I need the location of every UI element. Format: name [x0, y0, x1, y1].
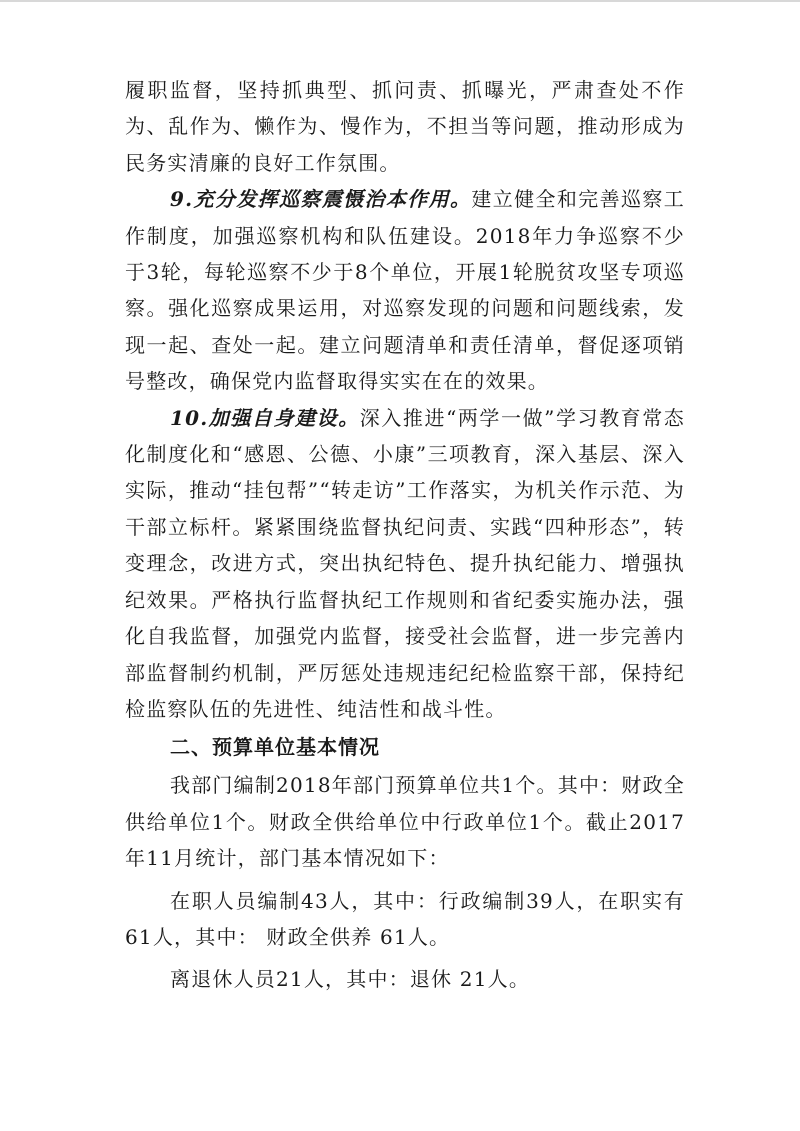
paragraph-text: 在职人员编制43人，其中：行政编制39人，在职实有61人，其中： 财政全供养 61人。 — [125, 888, 685, 949]
paragraph-text: 离退休人员21人，其中：退休 21人。 — [170, 967, 531, 992]
paragraph-text: 我部门编制2018年部门预算单位共1个。其中：财政全供给单位1个。财政全供给单位中行政单位1个。截止2017年11月统计，部门基本情况如下： — [125, 773, 685, 871]
paragraph-self-building — [125, 400, 685, 728]
paragraph-body-self-building: 深入推进“两学一做”学习教育常态化制度化和“感恩、公德、小康”三项教育，深入基层、深入实际，推动“挂包帮”“转走访”工作落实，为机关作示范、为干部立标杆。紧紧围绕监督执纪问责、实践“四种形态”，转变理念，改进方式，突出执纪特色、提升执纪能力、增强执纪效果。严格执行监督执纪工作规则和省纪委实施办法，强化自我监督，加强党内监督，接受社会监督，进一步完善内部监督制约机制，严厉惩处违规违纪纪检监察干部，保持纪检监察队伍的先进性、纯洁性和战斗性。 — [125, 405, 686, 721]
paragraph-lead-inspection: 9.充分发挥巡察震慑治本作用。 — [170, 187, 472, 212]
paragraph-lead-self-building: 10.加强自身建设。 — [170, 405, 360, 430]
paragraph-text: 履职监督，坚持抓典型、抓问责、抓曝光，严肃查处不作为、乱作为、懒作为、慢作为，不担当等问题，推动形成为民务实清廉的良好工作氛围。 — [125, 78, 685, 175]
paragraph-budget-units — [125, 767, 685, 876]
page-top-border — [0, 0, 800, 2]
paragraph-inspection — [125, 181, 685, 399]
paragraph-supervision-continued — [125, 72, 685, 181]
document-page — [125, 72, 685, 998]
paragraph-body-inspection: 建立健全和完善巡察工作制度，加强巡察机构和队伍建设。2018年力争巡察不少于3轮，每轮巡察不少于8个单位，开展1轮脱贫攻坚专项巡察。强化巡察成果运用，对巡察发现的问题和问题线索，发现一起、查处一起。建立问题清单和责任清单，督促逐项销号整改，确保党内监督取得实实在在的效果。 — [125, 187, 685, 394]
paragraph-staff — [125, 883, 685, 956]
paragraph-retired — [125, 961, 685, 997]
section-heading-budget-units: 二、预算单位基本情况 — [170, 735, 380, 760]
